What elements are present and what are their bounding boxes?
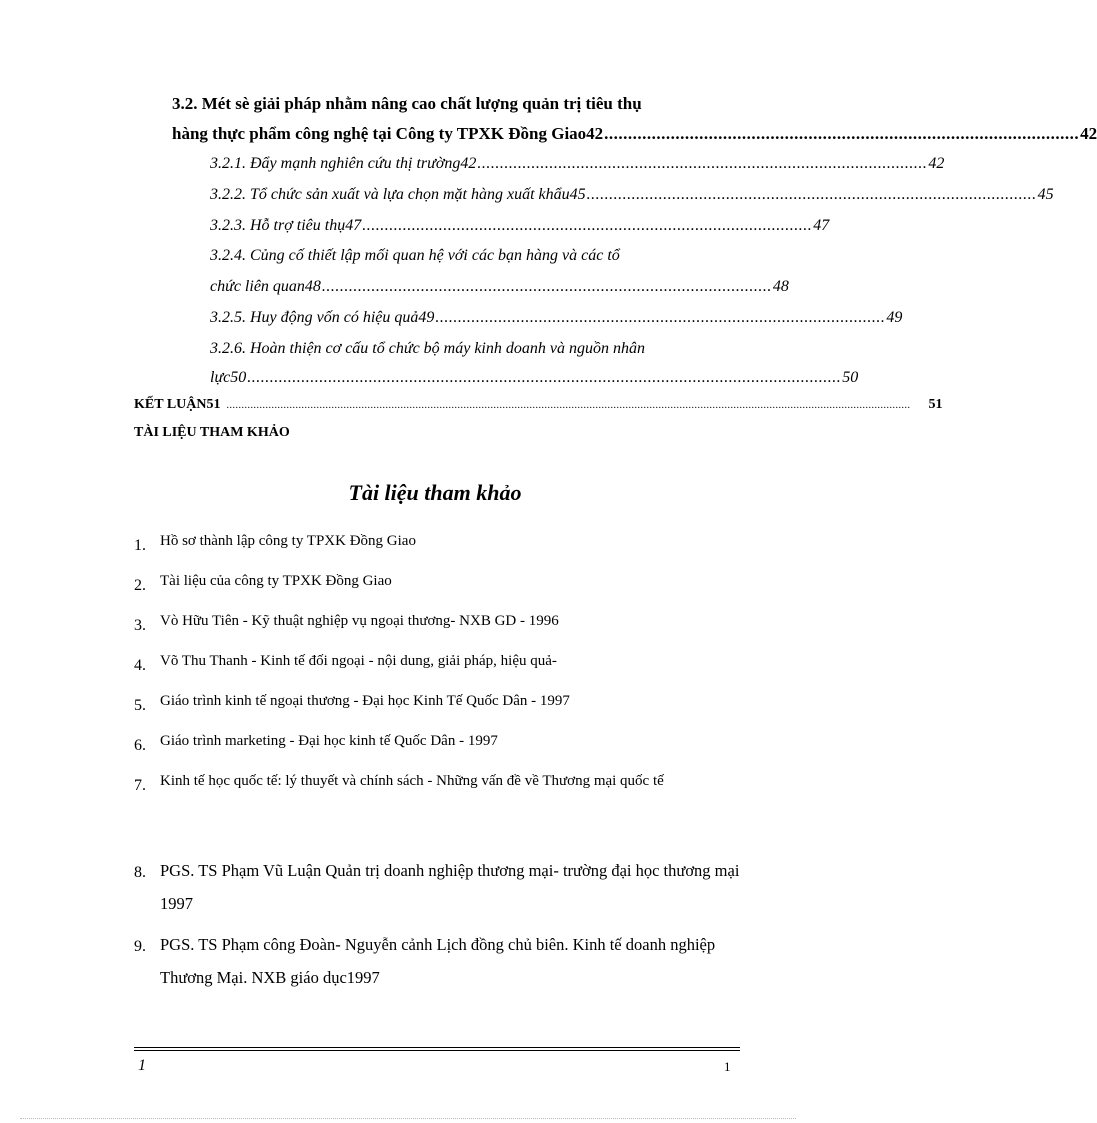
toc-item-3-2-5 bbox=[210, 309, 903, 327]
toc-page-number: 42 bbox=[1080, 124, 1097, 143]
reference-number: 2. bbox=[134, 577, 146, 594]
toc-leader-dots: .................................................................................................................................................................................................................................... bbox=[226, 400, 911, 411]
toc-item-3-2-6-line1: 3.2.6. Hoàn thiện cơ cấu tổ chức bộ máy kinh doanh và nguồn nhân bbox=[210, 340, 645, 357]
reference-number: 9. bbox=[134, 938, 146, 955]
toc-page-number: 50 bbox=[842, 369, 859, 386]
toc-item-label: TÀI LIỆU THAM KHẢO bbox=[134, 425, 290, 440]
toc-section-3-2-line1: 3.2. Mét sè giải pháp nhằm nâng cao chất lượng quản trị tiêu thụ bbox=[172, 94, 642, 113]
reference-text: Kinh tế học quốc tế: lý thuyết và chính sách - Những vấn đề về Thương mại quốc tế bbox=[160, 773, 664, 789]
toc-page-number: 48 bbox=[772, 278, 789, 295]
references-title: Tài liệu tham khảo bbox=[348, 480, 522, 505]
reference-text: Giáo trình kinh tế ngoại thương - Đại học Kinh Tế Quốc Dân - 1997 bbox=[160, 693, 570, 709]
toc-ket-luan bbox=[134, 397, 943, 413]
toc-item-3-2-6 bbox=[210, 369, 859, 387]
reference-number: 3. bbox=[134, 617, 146, 634]
toc-section-3-2-label: hàng thực phẩm công nghệ tại Công ty TPXK Đồng Giao42 bbox=[172, 124, 604, 143]
toc-item-label: KẾT LUẬN51 bbox=[134, 397, 221, 412]
toc-item-3-2-2 bbox=[210, 186, 1054, 204]
toc-leader-dots: .................................................................................................... bbox=[604, 124, 1080, 143]
reference-text: Hồ sơ thành lập công ty TPXK Đồng Giao bbox=[160, 533, 416, 549]
reference-number: 6. bbox=[134, 737, 146, 754]
toc-page-number: 42 bbox=[928, 155, 945, 172]
reference-text: Giáo trình marketing - Đại học kinh tế Quốc Dân - 1997 bbox=[160, 733, 498, 749]
reference-text: Vò Hữu Tiên - Kỹ thuật nghiệp vụ ngoại thương- NXB GD - 1996 bbox=[160, 613, 559, 629]
toc-page-number: 51 bbox=[928, 397, 943, 412]
toc-item-label: chức liên quan48 bbox=[210, 278, 321, 295]
page-bottom-border bbox=[20, 1118, 796, 1119]
toc-item-3-2-1 bbox=[210, 155, 945, 173]
toc-leader-dots: .................................................................................................... bbox=[435, 309, 886, 326]
toc-tai-lieu bbox=[134, 425, 740, 441]
reference-number: 1. bbox=[134, 537, 146, 554]
reference-number: 8. bbox=[134, 864, 146, 881]
reference-text: PGS. TS Phạm Vũ Luận Quản trị doanh nghiệp thương mại- trường đại học thương mại 1997 bbox=[160, 861, 740, 913]
footer-rule bbox=[134, 1047, 740, 1048]
toc-item-label: 3.2.1. Đẩy mạnh nghiên cứu thị trường42 bbox=[210, 155, 477, 172]
toc-leader-dots: .................................................................................................... bbox=[362, 217, 813, 234]
toc-item-label: 3.2.3. Hỗ trợ tiêu thụ47 bbox=[210, 217, 362, 234]
toc-section-3-2-line2 bbox=[172, 124, 1097, 144]
toc-leader-dots: .................................................................................................... bbox=[477, 155, 928, 172]
reference-text: Võ Thu Thanh - Kinh tế đối ngoại - nội dung, giải pháp, hiệu quả- bbox=[160, 653, 557, 669]
toc-page-number: 47 bbox=[813, 217, 830, 234]
reference-number: 4. bbox=[134, 657, 146, 674]
footer-rule bbox=[134, 1050, 740, 1051]
footer-left-page-number: 1 bbox=[138, 1057, 146, 1074]
toc-leader-dots: .................................................................................................................................... bbox=[247, 369, 842, 386]
reference-text: Tài liệu của công ty TPXK Đồng Giao bbox=[160, 573, 392, 589]
reference-number: 7. bbox=[134, 777, 146, 794]
toc-item-label: 3.2.5. Huy động vốn có hiệu quả49 bbox=[210, 309, 435, 326]
footer-right-page-number: 1 bbox=[724, 1059, 731, 1074]
toc-leader-dots: .................................................................................................... bbox=[586, 186, 1037, 203]
reference-text: PGS. TS Phạm công Đoàn- Nguyễn cảnh Lịch đồng chủ biên. Kinh tế doanh nghiệp Thương Mại. NXB giáo dục1997 bbox=[160, 935, 716, 987]
toc-page-number: 45 bbox=[1037, 186, 1054, 203]
toc-item-3-2-4 bbox=[210, 278, 789, 296]
toc-item-3-2-3 bbox=[210, 217, 830, 235]
toc-item-label: lực50 bbox=[210, 369, 247, 386]
toc-page-number: 49 bbox=[886, 309, 903, 326]
toc-item-label: 3.2.2. Tổ chức sản xuất và lựa chọn mặt hàng xuất khẩu45 bbox=[210, 186, 586, 203]
toc-leader-dots: .................................................................................................... bbox=[321, 278, 772, 295]
toc-item-3-2-4-line1: 3.2.4. Củng cố thiết lập mối quan hệ với các bạn hàng và các tổ bbox=[210, 247, 620, 264]
reference-number: 5. bbox=[134, 697, 146, 714]
